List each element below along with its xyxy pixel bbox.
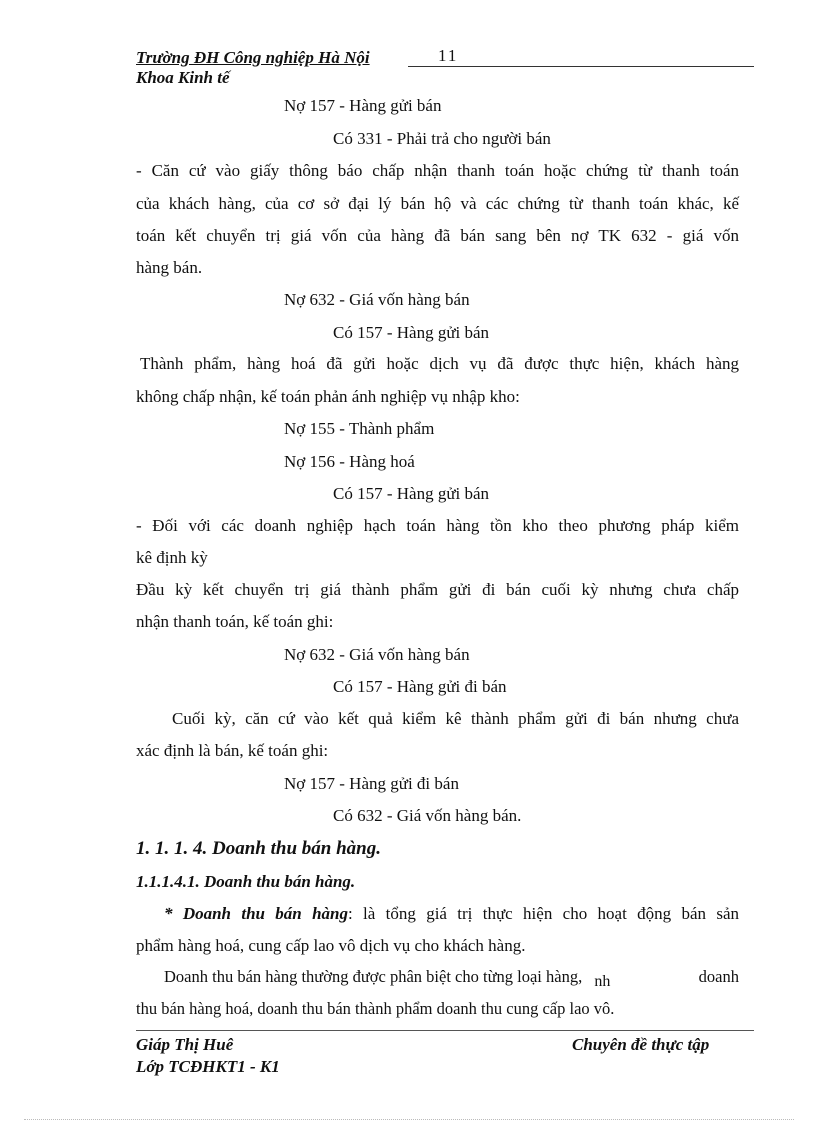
paragraph-line: kê định kỳ: [136, 548, 208, 567]
paragraph-line: Doanh thu bán hàng thường được phân biệt cho từng loại hàng, nh doanh: [164, 967, 739, 990]
paragraph-line: của khách hàng, của cơ sở đại lý bán hộ và các chứng từ thanh toán khác, kế: [136, 194, 739, 213]
paragraph-line: toán kết chuyển trị giá vốn của hàng đã bán sang bên nợ TK 632 - giá vốn: [136, 226, 739, 245]
header-rule: [408, 66, 754, 67]
author-name: Giáp Thị Huê: [136, 1035, 234, 1054]
paragraph-line: - Đối với các doanh nghiệp hạch toán hàng tồn kho theo phương pháp kiểm: [136, 516, 739, 535]
faculty-name: Khoa Kinh tế: [136, 68, 230, 87]
term-label: * Doanh thu bán hàng: [164, 904, 348, 923]
entry-line: Nợ 157 - Hàng gửi bán: [284, 96, 442, 115]
paragraph-line: nhận thanh toán, kế toán ghi:: [136, 612, 334, 631]
entry-line: Có 157 - Hàng gửi bán: [333, 323, 490, 342]
page-edge: [24, 1119, 794, 1120]
paragraph-line: hàng bán.: [136, 258, 203, 277]
entry-line: Có 157 - Hàng gửi đi bán: [333, 677, 507, 696]
entry-line: Có 157 - Hàng gửi bán: [333, 484, 490, 503]
class-name: Lớp TCĐHKT1 - K1: [136, 1057, 280, 1076]
paragraph-line: - Căn cứ vào giấy thông báo chấp nhận thanh toán hoặc chứng từ thanh toán: [136, 161, 739, 180]
paragraph-line: thu bán hàng hoá, doanh thu bán thành phẩm doanh thu cung cấp lao vô.: [136, 999, 615, 1018]
school-name: Trường ĐH Công nghiệp Hà Nội: [136, 48, 370, 67]
entry-line: Có 331 - Phải trả cho người bán: [333, 129, 551, 148]
footer-rule: [136, 1030, 754, 1031]
paragraph-line: Cuối kỳ, căn cứ vào kết quả kiểm kê thành phẩm gửi đi bán nhưng chưa: [172, 709, 739, 728]
paragraph-line: Đầu kỳ kết chuyển trị giá thành phẩm gửi đi bán cuối kỳ nhưng chưa chấp: [136, 580, 739, 599]
page-number: 11: [438, 46, 459, 65]
entry-line: Nợ 632 - Giá vốn hàng bán: [284, 290, 470, 309]
section-heading: 1. 1. 1. 4. Doanh thu bán hàng.: [136, 838, 381, 859]
entry-line: Nợ 632 - Giá vốn hàng bán: [284, 645, 470, 664]
subsection-heading: 1.1.1.4.1. Doanh thu bán hàng.: [136, 872, 356, 891]
paragraph-line: xác định là bán, kế toán ghi:: [136, 741, 329, 760]
paragraph-line: không chấp nhận, kế toán phản ánh nghiệp vụ nhập kho:: [136, 387, 520, 406]
page-header: [136, 48, 754, 88]
report-title: Chuyên đề thực tập: [572, 1035, 710, 1054]
paragraph-line: * Doanh thu bán hàng: là tổng giá trị thực hiện cho hoạt động bán sản: [164, 904, 739, 923]
entry-line: Nợ 157 - Hàng gửi đi bán: [284, 774, 459, 793]
entry-line: Nợ 155 - Thành phẩm: [284, 419, 435, 438]
entry-line: Có 632 - Giá vốn hàng bán.: [333, 806, 522, 825]
paragraph-line: phẩm hàng hoá, cung cấp lao vô dịch vụ cho khách hàng.: [136, 936, 526, 955]
entry-line: Nợ 156 - Hàng hoá: [284, 452, 415, 471]
paragraph-line: Thành phẩm, hàng hoá đã gửi hoặc dịch vụ đã được thực hiện, khách hàng: [140, 354, 739, 373]
